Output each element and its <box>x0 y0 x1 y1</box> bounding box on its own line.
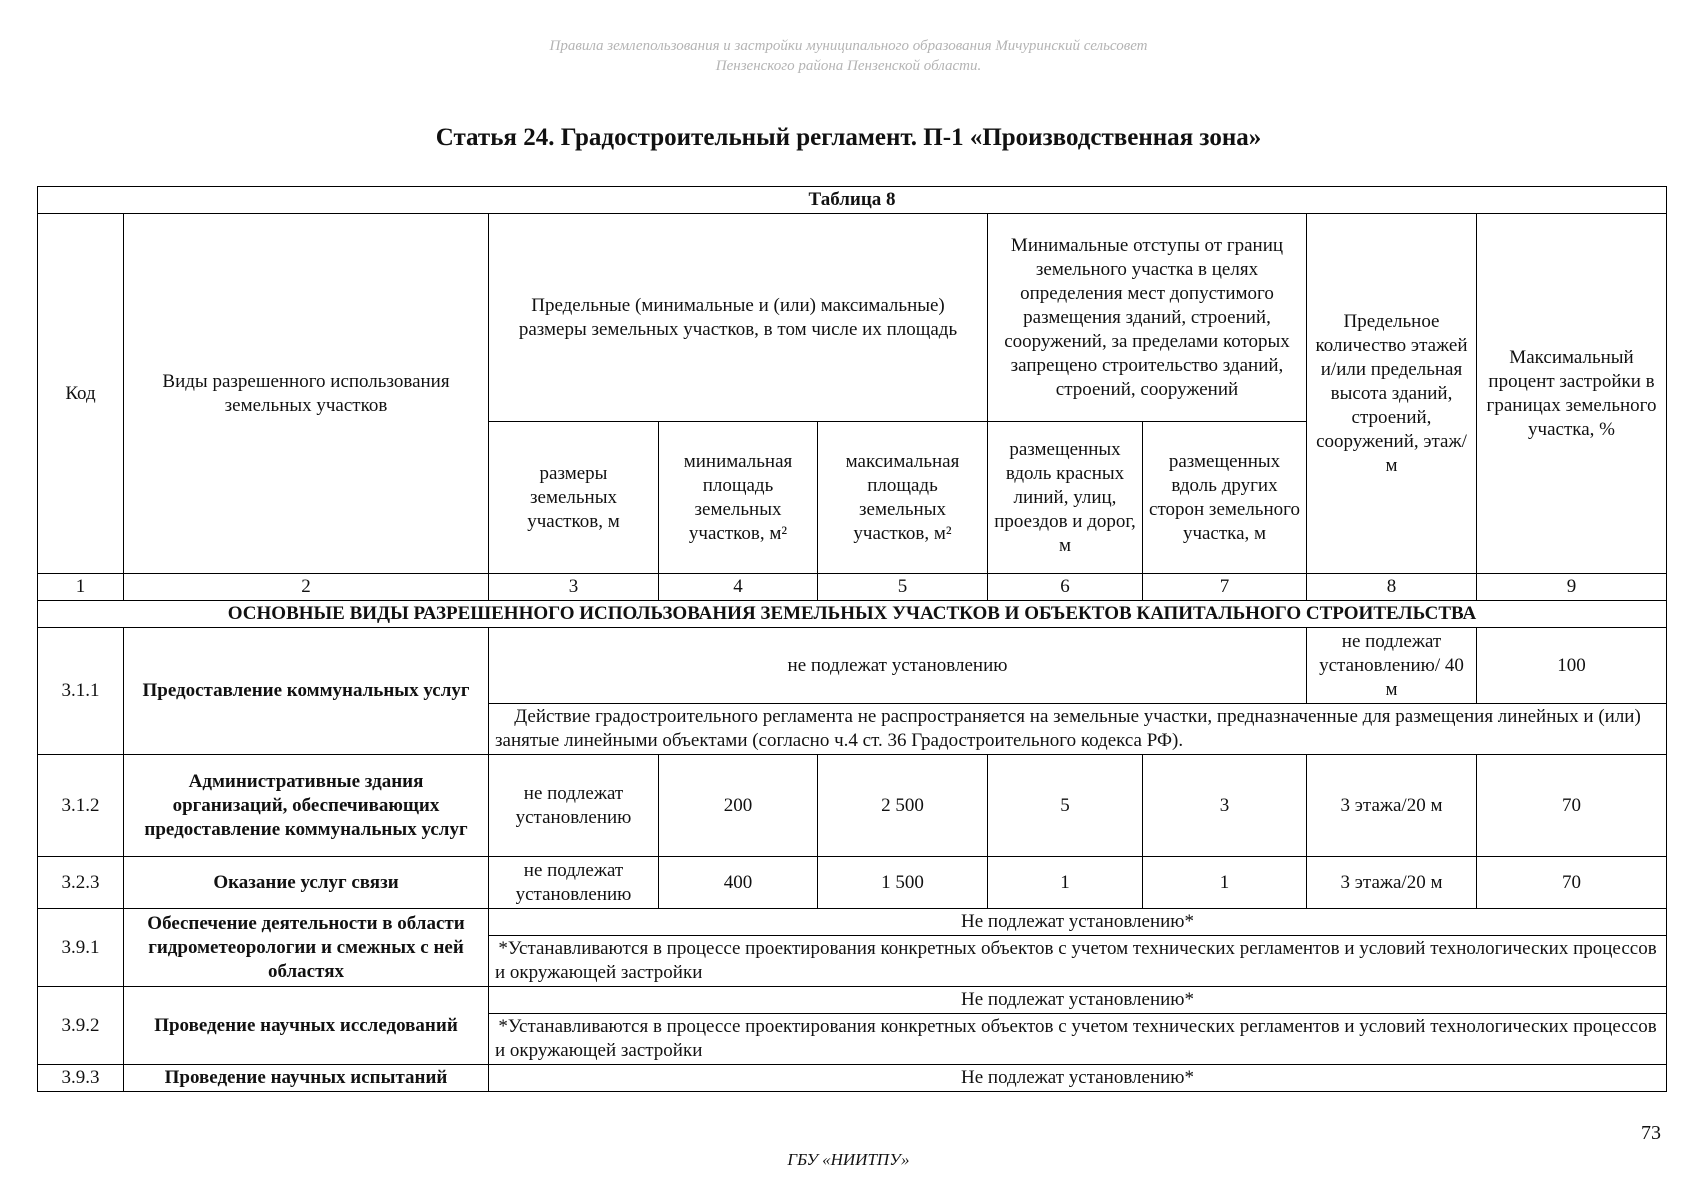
footer-organization: ГБУ «НИИТПУ» <box>787 1150 910 1169</box>
row-note: *Устанавливаются в процессе проектирования конкретных объектов с учетом технических регламентов и условий технологических процессов и окружающей застройки <box>489 1014 1667 1065</box>
row-max-area: 2 500 <box>818 755 988 857</box>
row-floors: 3 этажа/20 м <box>1307 755 1477 857</box>
column-number: 8 <box>1307 574 1477 601</box>
column-number-row <box>38 574 1667 601</box>
row-setback-red: 1 <box>988 857 1143 909</box>
table-row <box>38 755 1667 857</box>
section-title: ОСНОВНЫЕ ВИДЫ РАЗРЕШЕННОГО ИСПОЛЬЗОВАНИЯ ЗЕМЕЛЬНЫХ УЧАСТКОВ И ОБЪЕКТОВ КАПИТАЛЬНОГО СТРОИТЕЛЬСТВА <box>38 601 1667 628</box>
row-coverage: 70 <box>1477 857 1667 909</box>
row-setback-other: 3 <box>1143 755 1307 857</box>
row-code: 3.1.2 <box>38 755 124 857</box>
row-coverage: 100 <box>1477 628 1667 704</box>
header-setback-other: размещенных вдоль других сторон земельного участка, м <box>1143 422 1307 574</box>
row-coverage: 70 <box>1477 755 1667 857</box>
row-note: Действие градостроительного регламента не распространяется на земельные участки, предназначенные для размещения линейных и (или) занятые линейными объектами (согласно ч.4 ст. 36 Градостроительного кодекса РФ). <box>489 704 1667 755</box>
row-status: Не подлежат установлению* <box>489 909 1667 936</box>
running-header <box>0 36 1697 76</box>
row-min-area: 200 <box>659 755 818 857</box>
table-row <box>38 857 1667 909</box>
row-code: 3.1.1 <box>38 628 124 755</box>
column-number: 2 <box>124 574 489 601</box>
running-header-line-1: Правила землепользования и застройки муниципального образования Мичуринский сельсовет <box>549 38 1148 54</box>
row-code: 3.9.3 <box>38 1065 124 1092</box>
column-number: 9 <box>1477 574 1667 601</box>
header-setbacks: Минимальные отступы от границ земельного участка в целях определения мест допустимого размещения зданий, строений, сооружений, за пределами которых запрещено строительство зданий, строений, сооружений <box>988 214 1307 422</box>
column-number: 7 <box>1143 574 1307 601</box>
row-use-name: Проведение научных испытаний <box>124 1065 489 1092</box>
header-max-area: максимальная площадь земельных участков, м² <box>818 422 988 574</box>
table-row <box>38 1065 1667 1092</box>
article-title: Статья 24. Градостроительный регламент. П-1 «Производственная зона» <box>435 124 1262 151</box>
page-number: 73 <box>1641 1122 1661 1144</box>
header-code: Код <box>38 214 124 574</box>
row-status: Не подлежат установлению* <box>489 1065 1667 1092</box>
header-min-area: минимальная площадь земельных участков, м² <box>659 422 818 574</box>
row-use-name: Оказание услуг связи <box>124 857 489 909</box>
row-max-area: 1 500 <box>818 857 988 909</box>
column-number: 3 <box>489 574 659 601</box>
header-plot-limits: Предельные (минимальные и (или) максимальные) размеры земельных участков, в том числе их площадь <box>489 214 988 422</box>
table-label: Таблица 8 <box>38 187 1667 214</box>
header-setback-red: размещенных вдоль красных линий, улиц, проездов и дорог, м <box>988 422 1143 574</box>
regulation-table <box>37 186 1667 1092</box>
row-floors: 3 этажа/20 м <box>1307 857 1477 909</box>
row-setback-red: 5 <box>988 755 1143 857</box>
row-use-name: Административные здания организаций, обеспечивающих предоставление коммунальных услуг <box>124 755 489 857</box>
column-number: 4 <box>659 574 818 601</box>
row-min-area: 400 <box>659 857 818 909</box>
running-header-line-2: Пензенского района Пензенской области. <box>715 58 982 74</box>
row-floors: не подлежат установлению/ 40 м <box>1307 628 1477 704</box>
column-number: 1 <box>38 574 124 601</box>
header-use-types: Виды разрешенного использования земельных участков <box>124 214 489 574</box>
row-use-name: Проведение научных исследований <box>124 987 489 1065</box>
table-row <box>38 628 1667 704</box>
row-use-name: Обеспечение деятельности в области гидрометеорологии и смежных с ней областях <box>124 909 489 987</box>
row-note: *Устанавливаются в процессе проектирования конкретных объектов с учетом технических регламентов и условий технологических процессов и окружающей застройки <box>489 936 1667 987</box>
row-code: 3.9.2 <box>38 987 124 1065</box>
table-row <box>38 909 1667 936</box>
row-plot-size: не подлежат установлению <box>489 755 659 857</box>
column-number: 6 <box>988 574 1143 601</box>
row-use-name: Предоставление коммунальных услуг <box>124 628 489 755</box>
row-code: 3.2.3 <box>38 857 124 909</box>
row-setback-other: 1 <box>1143 857 1307 909</box>
row-plot-size: не подлежат установлению <box>489 857 659 909</box>
header-max-coverage: Максимальный процент застройки в границах земельного участка, % <box>1477 214 1667 574</box>
table-row <box>38 987 1667 1014</box>
column-number: 5 <box>818 574 988 601</box>
header-plot-size: размеры земельных участков, м <box>489 422 659 574</box>
header-floors: Предельное количество этажей и/или предельная высота зданий, строений, сооружений, этаж/м <box>1307 214 1477 574</box>
row-limits: не подлежат установлению <box>489 628 1307 704</box>
row-status: Не подлежат установлению* <box>489 987 1667 1014</box>
row-code: 3.9.1 <box>38 909 124 987</box>
